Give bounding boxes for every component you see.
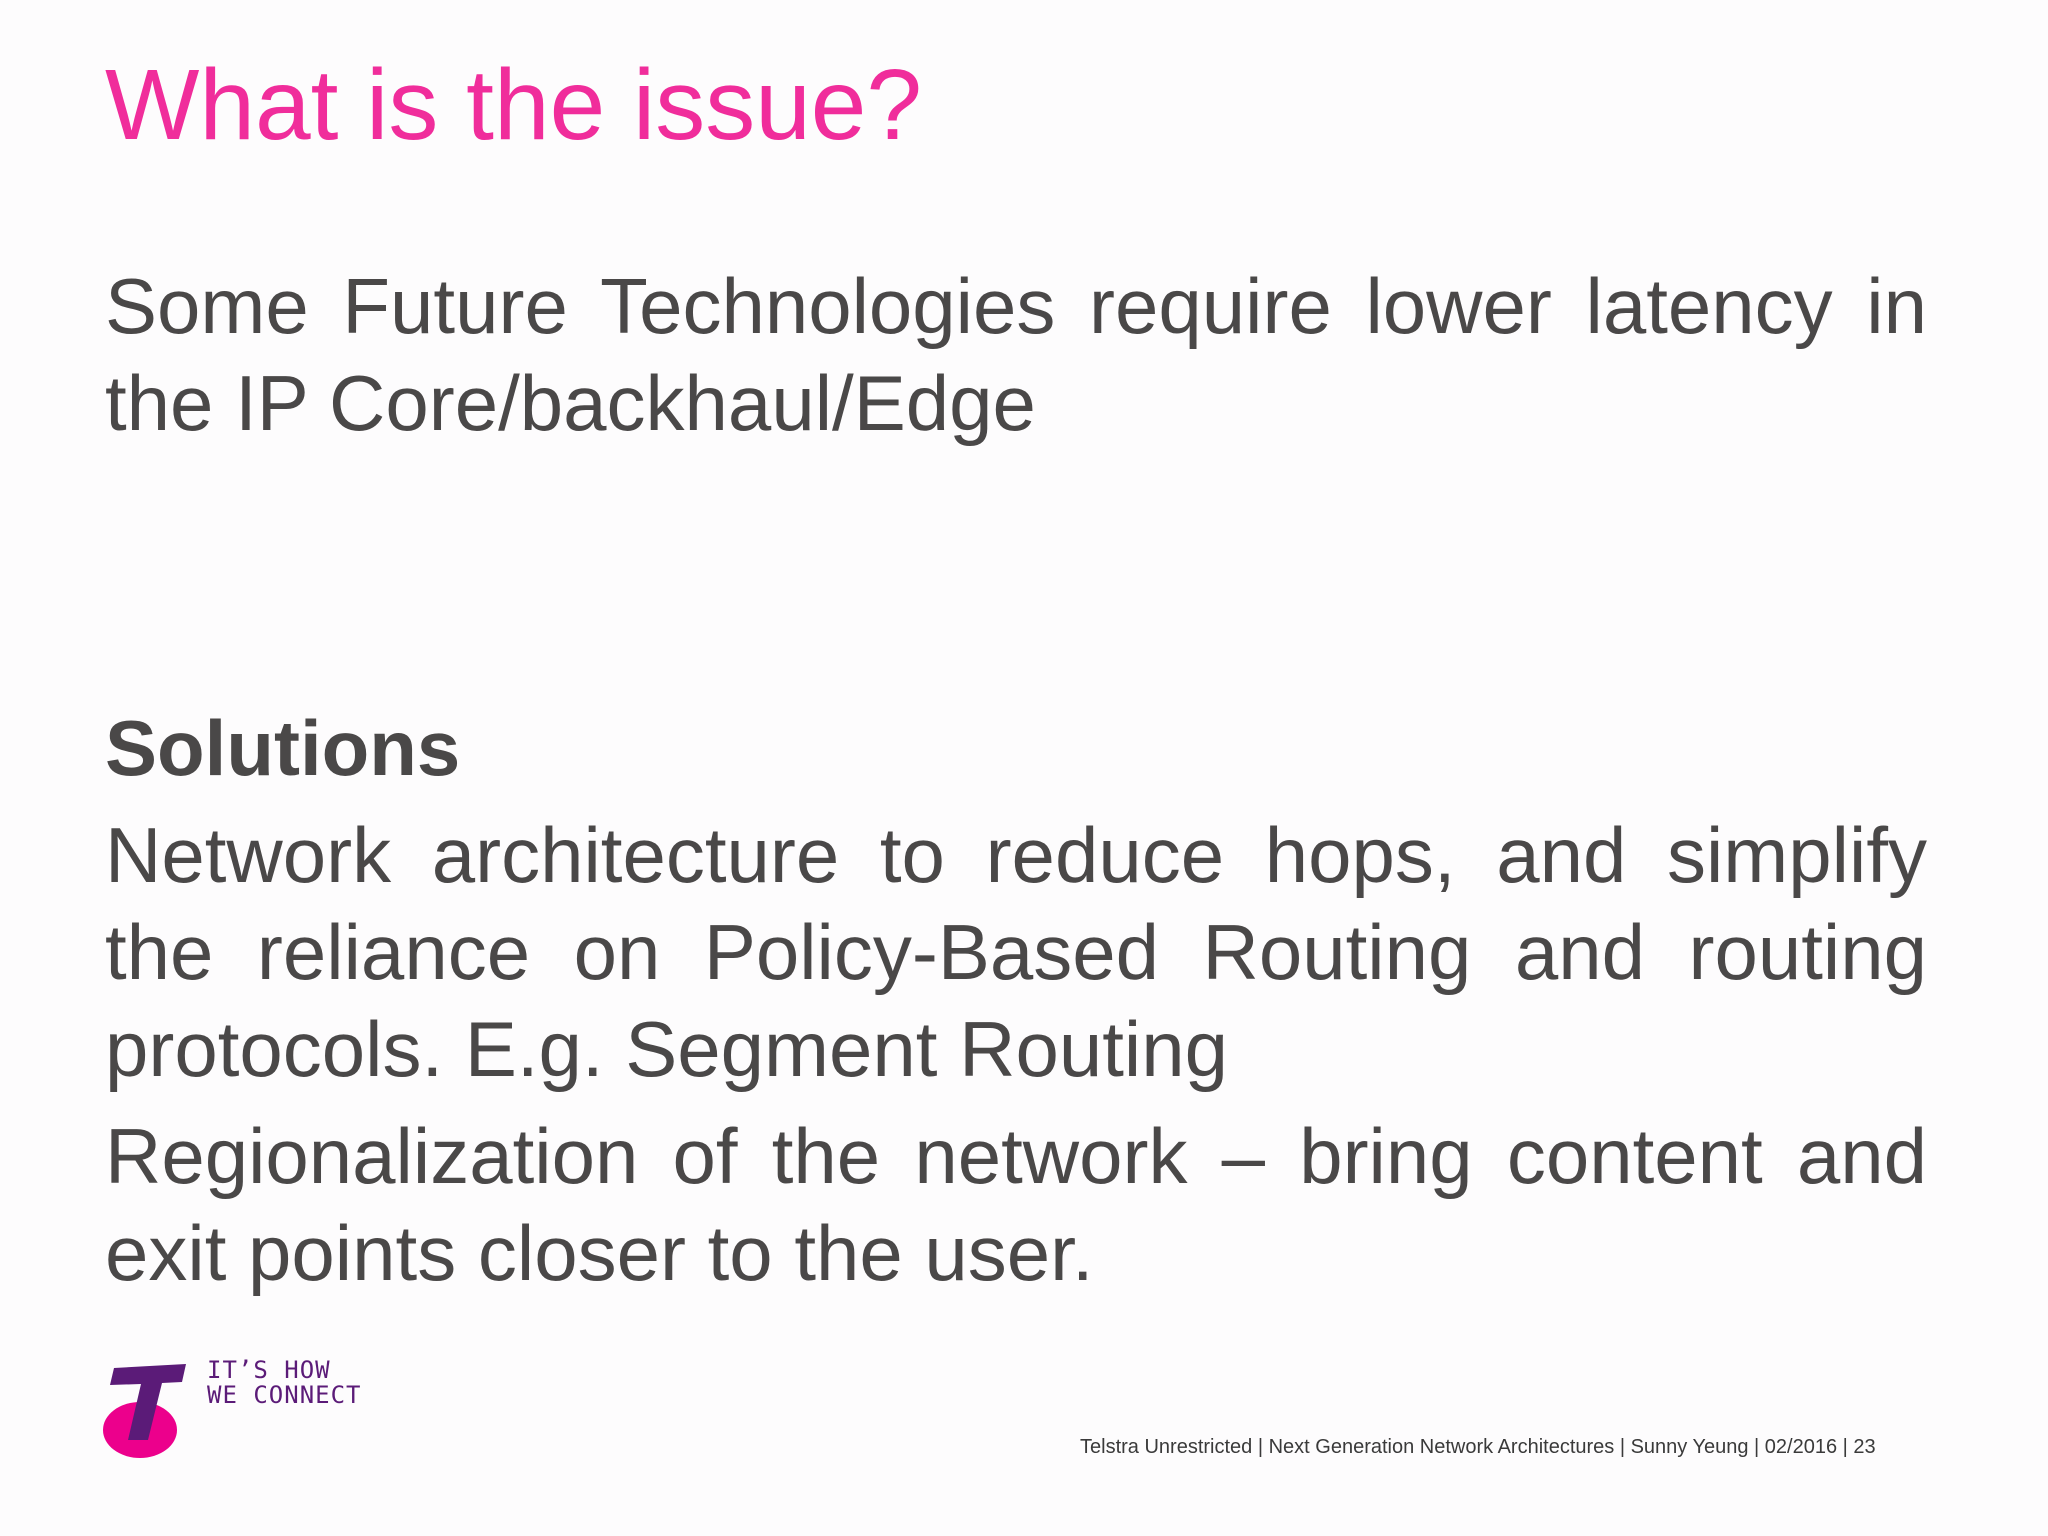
solution-item: Regionalization of the network – bring content and exit points closer to the user. (105, 1112, 1927, 1297)
tagline-line-2: WE CONNECT (207, 1381, 362, 1409)
telstra-logo-icon (100, 1360, 190, 1460)
solution-item: Network architecture to reduce hops, and simplify the reliance on Policy-Based Routing and routing protocols. E.g. Segment Routing (105, 811, 1927, 1093)
brand-tagline (207, 1358, 362, 1408)
slide-title: What is the issue? (105, 49, 923, 161)
intro-paragraph: Some Future Technologies require lower latency in the IP Core/backhaul/Edge (105, 262, 1927, 447)
telstra-t-logo-icon (100, 1360, 190, 1460)
solutions-list (105, 807, 1927, 1312)
slide-footer: Telstra Unrestricted | Next Generation Network Architectures | Sunny Yeung | 02/2016 | 23 (1080, 1436, 1876, 1458)
tagline-line-1: IT’S HOW (207, 1356, 331, 1384)
solutions-heading: Solutions (105, 704, 461, 792)
